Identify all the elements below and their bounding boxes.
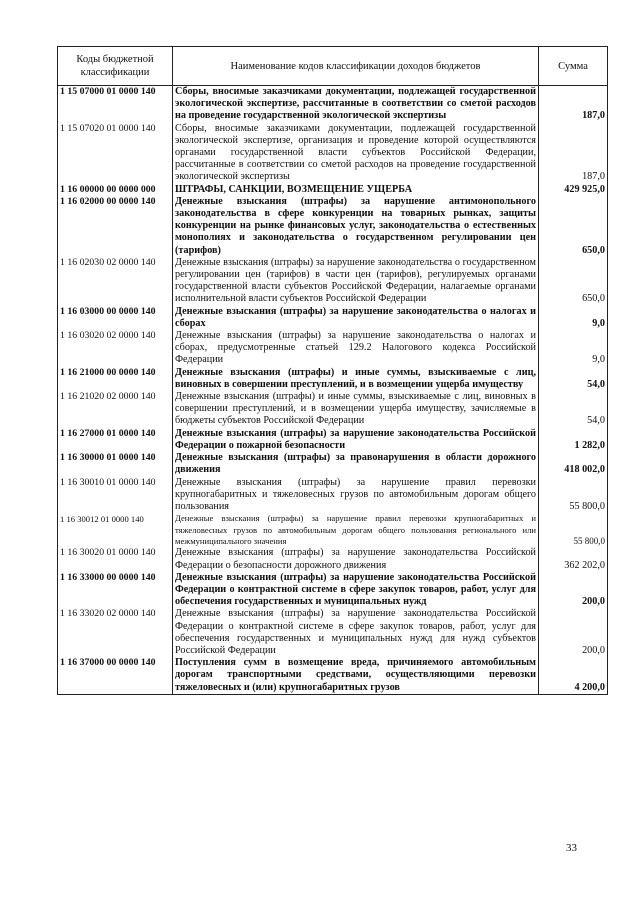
classification-name: Сборы, вносимые заказчиками документации, подлежащей государственной экологической экспертизе, рассчитанные в соответствии со сметой расходов на проведение государственной экологической экспертизы (173, 86, 539, 123)
classification-name: Денежные взыскания (штрафы) за нарушение законодательства о налогах и сборах (173, 306, 539, 330)
classification-code: 1 16 02030 02 0000 140 (58, 257, 173, 306)
table-row (58, 306, 608, 330)
amount: 650,0 (539, 257, 608, 306)
table-row (58, 608, 608, 657)
table-row (58, 257, 608, 306)
amount: 9,0 (539, 306, 608, 330)
classification-name: Денежные взыскания (штрафы) за нарушение антимонопольного законодательства в сфере конкуренции на товарных рынках, защиты конкуренции на рынке финансовых услуг, законодательства о естественных монополиях и законодательства о государственном регулировании цен (тарифов) (173, 196, 539, 257)
header-code: Коды бюджетной классификации (58, 47, 173, 86)
classification-name: Денежные взыскания (штрафы) за нарушение законодательства о государственном регулировании цен (тарифов) в части цен (тарифов), регулируемых органами государственной власти субъектов Российской Федерации, налагаемые органами исполнительной власти субъектов Российской Федерации (173, 257, 539, 306)
classification-name: Денежные взыскания (штрафы) и иные суммы, взыскиваемые с лиц, виновных в совершении преступлений, и в возмещении ущерба имуществу (173, 367, 539, 391)
amount: 9,0 (539, 330, 608, 367)
classification-name: Денежные взыскания (штрафы) и иные суммы, взыскиваемые с лиц, виновных в совершении преступлений, и в возмещении ущерба имуществу, зачисляемые в бюджеты субъектов Российской Федерации (173, 391, 539, 428)
classification-code: 1 16 30020 01 0000 140 (58, 547, 173, 571)
classification-code: 1 15 07020 01 0000 140 (58, 123, 173, 184)
classification-code: 1 16 00000 00 0000 000 (58, 184, 173, 196)
classification-name: Денежные взыскания (штрафы) за нарушение законодательства Российской Федерации о контрактной системе в сфере закупок товаров, работ, услуг для обеспечения государственных и муниципальных нужд для нужд субъектов Российской Федерации (173, 608, 539, 657)
classification-name: Денежные взыскания (штрафы) за нарушение правил перевозки крупногабаритных и тяжеловесных грузов по автомобильным дорогам общего пользования регионального или межмуниципального значения (173, 513, 539, 547)
classification-code: 1 16 02000 00 0000 140 (58, 196, 173, 257)
classification-code: 1 16 30010 01 0000 140 (58, 477, 173, 514)
classification-name: Денежные взыскания (штрафы) за правонарушения в области дорожного движения (173, 452, 539, 476)
classification-code: 1 16 30012 01 0000 140 (58, 513, 173, 547)
amount: 54,0 (539, 367, 608, 391)
amount: 1 282,0 (539, 428, 608, 452)
classification-code: 1 16 33000 00 0000 140 (58, 572, 173, 609)
revenue-classification-table (57, 46, 608, 695)
table-row (58, 513, 608, 547)
amount: 362 202,0 (539, 547, 608, 571)
amount: 418 002,0 (539, 452, 608, 476)
classification-code: 1 16 03020 02 0000 140 (58, 330, 173, 367)
classification-code: 1 16 21000 00 0000 140 (58, 367, 173, 391)
classification-name: Денежные взыскания (штрафы) за нарушение законодательства о налогах и сборах, предусмотренные статьей 129.2 Налогового кодекса Российской Федерации (173, 330, 539, 367)
table-row (58, 657, 608, 694)
classification-name: Денежные взыскания (штрафы) за нарушение законодательства Российской Федерации о пожарной безопасности (173, 428, 539, 452)
amount: 187,0 (539, 86, 608, 123)
header-sum: Сумма (539, 47, 608, 86)
classification-code: 1 16 37000 00 0000 140 (58, 657, 173, 694)
amount: 4 200,0 (539, 657, 608, 694)
table-row (58, 477, 608, 514)
table-header-row (58, 47, 608, 86)
amount: 55 800,0 (539, 513, 608, 547)
amount: 55 800,0 (539, 477, 608, 514)
header-name: Наименование кодов классификации доходов бюджетов (173, 47, 539, 86)
classification-name: Денежные взыскания (штрафы) за нарушение законодательства Российской Федерации о контрактной системе в сфере закупок товаров, работ, услуг для обеспечения государственных и муниципальных нужд (173, 572, 539, 609)
amount: 54,0 (539, 391, 608, 428)
table-row (58, 367, 608, 391)
table-row (58, 452, 608, 476)
classification-name: Денежные взыскания (штрафы) за нарушение законодательства Российской Федерации о безопасности дорожного движения (173, 547, 539, 571)
table-row (58, 428, 608, 452)
table-body (58, 86, 608, 695)
amount: 200,0 (539, 608, 608, 657)
classification-code: 1 16 27000 01 0000 140 (58, 428, 173, 452)
table-row (58, 184, 608, 196)
classification-code: 1 15 07000 01 0000 140 (58, 86, 173, 123)
classification-name: Денежные взыскания (штрафы) за нарушение правил перевозки крупногабаритных и тяжеловесных грузов по автомобильным дорогам общего пользования (173, 477, 539, 514)
table-row (58, 330, 608, 367)
page-number: 33 (566, 842, 577, 854)
table-row (58, 123, 608, 184)
classification-name: ШТРАФЫ, САНКЦИИ, ВОЗМЕЩЕНИЕ УЩЕРБА (173, 184, 539, 196)
classification-name: Поступления сумм в возмещение вреда, причиняемого автомобильным дорогам транспортными средствами, осуществляющими перевозки тяжеловесных и (или) крупногабаритных грузов (173, 657, 539, 694)
table-row (58, 547, 608, 571)
amount: 187,0 (539, 123, 608, 184)
table-row (58, 572, 608, 609)
table-row (58, 196, 608, 257)
amount: 650,0 (539, 196, 608, 257)
classification-code: 1 16 21020 02 0000 140 (58, 391, 173, 428)
classification-code: 1 16 33020 02 0000 140 (58, 608, 173, 657)
table-row (58, 86, 608, 123)
table-row (58, 391, 608, 428)
classification-code: 1 16 03000 00 0000 140 (58, 306, 173, 330)
classification-code: 1 16 30000 01 0000 140 (58, 452, 173, 476)
amount: 429 925,0 (539, 184, 608, 196)
amount: 200,0 (539, 572, 608, 609)
classification-name: Сборы, вносимые заказчиками документации, подлежащей государственной экологической экспертизе, организация и проведение которой осуществляются органами государственной власти субъектов Российской Федерации, рассчитанные в соответствии со сметой расходов на проведение государственной экологической экспертизы (173, 123, 539, 184)
